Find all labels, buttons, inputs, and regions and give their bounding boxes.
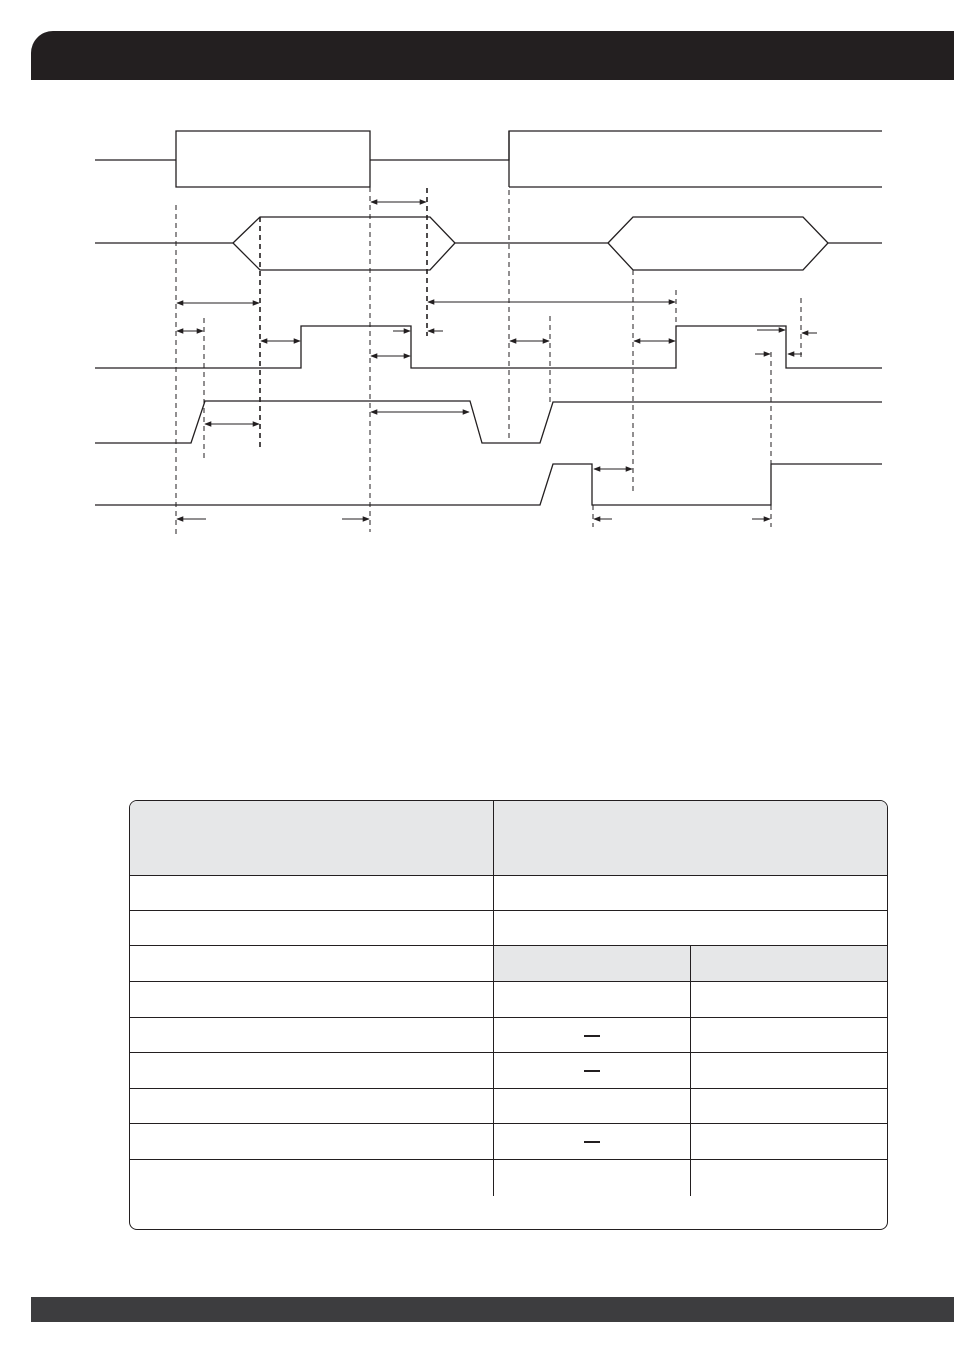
signal-3-waveform — [95, 326, 882, 368]
dash-mark — [584, 1035, 600, 1037]
table-row — [130, 875, 887, 911]
row-min-dash — [494, 1053, 691, 1089]
signal-2-data-window-2 — [608, 217, 828, 270]
signal-1-waveform — [95, 131, 370, 187]
row-parameter — [130, 1160, 494, 1196]
row-min — [494, 982, 691, 1018]
table-row — [130, 1123, 887, 1160]
row-parameter — [130, 1089, 494, 1124]
row-max — [691, 1018, 887, 1053]
row-max — [691, 1053, 887, 1089]
table-row — [130, 981, 887, 1018]
row-parameter — [130, 1124, 494, 1160]
subheader-max — [691, 946, 887, 982]
signal-5-waveform — [95, 464, 882, 505]
row-value — [494, 876, 887, 911]
table-header-row — [130, 801, 887, 875]
table-subheader-row — [130, 945, 887, 982]
row-min — [494, 1160, 691, 1196]
header-parameter — [130, 801, 494, 875]
row-parameter — [130, 876, 494, 911]
row-parameter — [130, 1018, 494, 1053]
timing-diagram — [0, 0, 954, 560]
row-max — [691, 1160, 887, 1196]
row-max — [691, 1089, 887, 1124]
spec-table — [129, 800, 888, 1230]
row-parameter — [130, 982, 494, 1018]
row-value — [494, 911, 887, 946]
row-parameter — [130, 911, 494, 946]
row-max — [691, 1124, 887, 1160]
table-row — [130, 1052, 887, 1089]
row-min — [494, 1089, 691, 1124]
row-min-dash — [494, 1018, 691, 1053]
header-value — [494, 801, 887, 875]
page-footer-bar — [31, 1297, 954, 1322]
dash-mark — [584, 1070, 600, 1072]
row-parameter — [130, 1053, 494, 1089]
table-row — [130, 1159, 887, 1230]
row-max — [691, 982, 887, 1018]
subheader-min — [494, 946, 691, 982]
row-min-dash — [494, 1124, 691, 1160]
table-row — [130, 1088, 887, 1124]
signal-2-data-window-1 — [233, 217, 455, 270]
table-row — [130, 910, 887, 946]
dash-mark — [584, 1141, 600, 1143]
row-parameter — [130, 946, 494, 982]
signal-1-waveform-b — [370, 131, 882, 160]
signal-4-waveform — [95, 401, 882, 443]
table-row — [130, 1017, 887, 1053]
